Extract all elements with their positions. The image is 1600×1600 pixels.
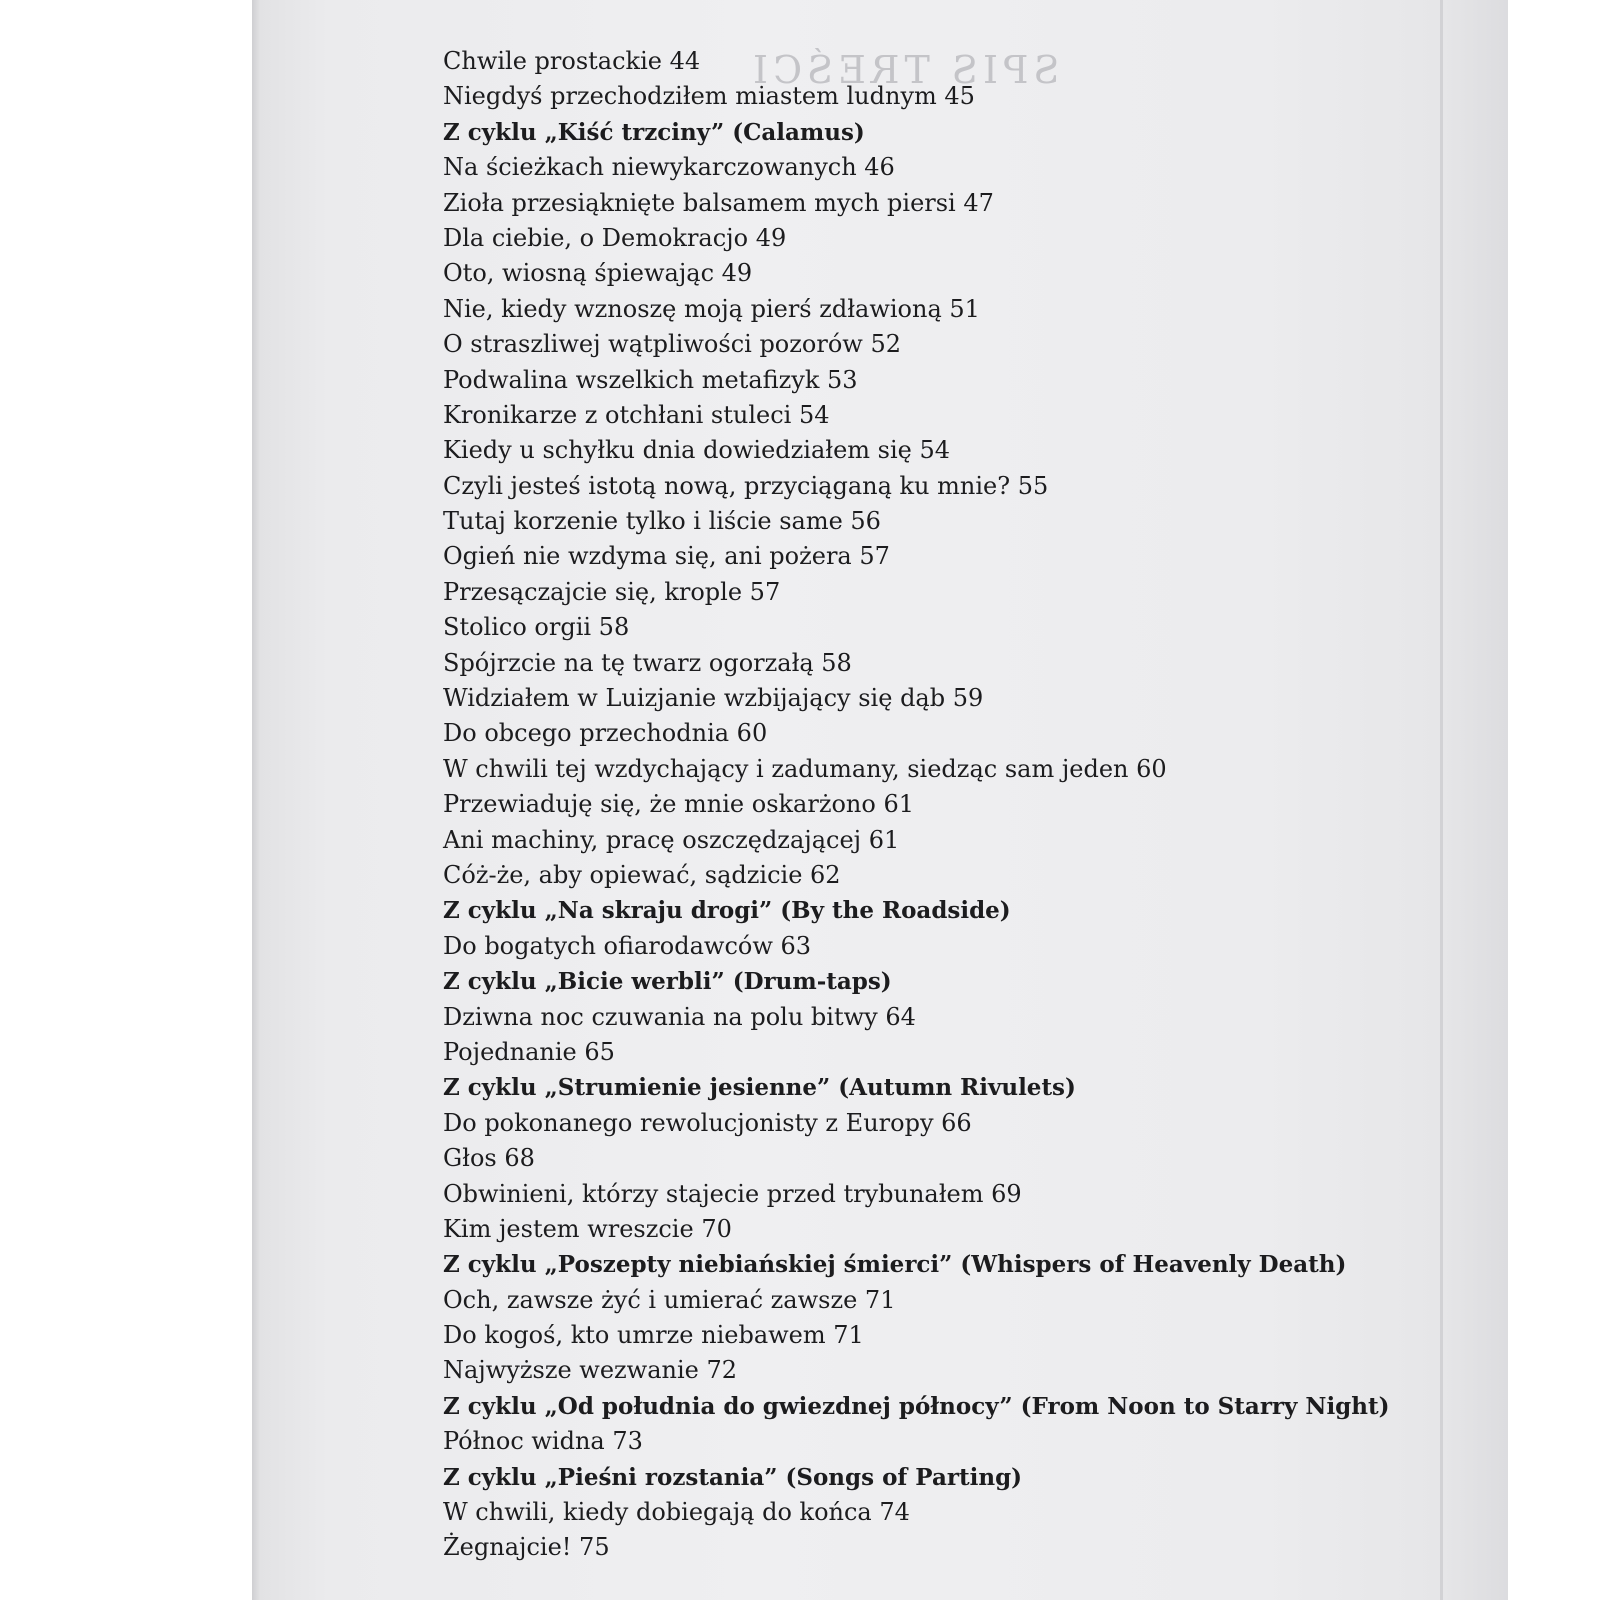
toc-entry: Do bogatych ofiarodawców 63 xyxy=(443,931,812,960)
toc-entry: Stolico orgii 58 xyxy=(443,613,630,642)
toc-entry: Widziałem w Luizjanie wzbijający się dąb 59 xyxy=(443,684,984,713)
toc-entry: Głos 68 xyxy=(443,1144,535,1173)
toc-entry: Dla ciebie, o Demokracjo 49 xyxy=(443,223,787,252)
toc-entry: Ani machiny, pracę oszczędzającej 61 xyxy=(443,825,900,854)
toc-entry: Do obcego przechodnia 60 xyxy=(443,719,768,748)
toc-entry: Nie, kiedy wznoszę moją pierś zdławioną 51 xyxy=(443,294,980,323)
toc-entry: Żegnajcie! 75 xyxy=(443,1533,610,1562)
toc-entry: Kronikarze z otchłani stuleci 54 xyxy=(443,400,830,429)
toc-entry: Przesączajcie się, krople 57 xyxy=(443,577,781,606)
table-of-contents xyxy=(443,44,1453,1566)
toc-cycle-heading: Z cyklu „Bicie werbli” (Drum-taps) xyxy=(443,968,892,996)
toc-entry: Najwyższe wezwanie 72 xyxy=(443,1356,738,1385)
toc-entry: Na ścieżkach niewykarczowanych 46 xyxy=(443,153,895,182)
toc-entry: Kiedy u schyłku dnia dowiedziałem się 54 xyxy=(443,436,951,465)
toc-entry: Przewiaduję się, że mnie oskarżono 61 xyxy=(443,790,914,819)
toc-entry: Zioła przesiąknięte balsamem mych piersi 47 xyxy=(443,188,994,217)
toc-entry: Północ widna 73 xyxy=(443,1427,643,1456)
toc-entry: Tutaj korzenie tylko i liście same 56 xyxy=(443,507,881,536)
toc-entry: Spójrzcie na tę twarz ogorzałą 58 xyxy=(443,648,852,677)
toc-cycle-heading: Z cyklu „Od południa do gwiezdnej północy” (From Noon to Starry Night) xyxy=(443,1392,1390,1420)
page-gutter-shadow xyxy=(252,0,260,1600)
toc-entry: O straszliwej wątpliwości pozorów 52 xyxy=(443,330,901,359)
toc-entry: Ogień nie wzdyma się, ani pożera 57 xyxy=(443,542,890,571)
toc-entry: Dziwna noc czuwania na polu bitwy 64 xyxy=(443,1002,916,1031)
toc-entry: Cóż-że, aby opiewać, sądzicie 62 xyxy=(443,860,841,889)
show-through-heading: SPIS TREŚCI xyxy=(748,48,1060,92)
toc-entry: Kim jestem wreszcie 70 xyxy=(443,1214,732,1243)
toc-cycle-heading: Z cyklu „Strumienie jesienne” (Autumn Rivulets) xyxy=(443,1074,1076,1102)
toc-cycle-heading: Z cyklu „Pieśni rozstania” (Songs of Parting) xyxy=(443,1463,1023,1491)
toc-entry: Czyli jesteś istotą nową, przyciąganą ku mnie? 55 xyxy=(443,471,1049,500)
toc-cycle-heading: Z cyklu „Na skraju drogi” (By the Roadside) xyxy=(443,897,1011,925)
toc-entry: Niegdyś przechodziłem miastem ludnym 45 xyxy=(443,82,975,111)
toc-entry: Podwalina wszelkich metafizyk 53 xyxy=(443,365,858,394)
toc-cycle-heading: Z cyklu „Kiść trzciny” (Calamus) xyxy=(443,118,865,146)
toc-entry: Obwinieni, którzy stajecie przed trybunałem 69 xyxy=(443,1179,1022,1208)
toc-entry: Do kogoś, kto umrze niebawem 71 xyxy=(443,1321,864,1350)
toc-entry: Oto, wiosną śpiewając 49 xyxy=(443,259,753,288)
toc-entry: W chwili, kiedy dobiegają do końca 74 xyxy=(443,1498,910,1527)
toc-entry: W chwili tej wzdychający i zadumany, siedząc sam jeden 60 xyxy=(443,754,1167,783)
toc-entry: Do pokonanego rewolucjonisty z Europy 66 xyxy=(443,1108,972,1137)
toc-entry: Och, zawsze żyć i umierać zawsze 71 xyxy=(443,1285,896,1314)
toc-entry: Chwile prostackie 44 xyxy=(443,47,701,75)
toc-cycle-heading: Z cyklu „Poszepty niebiańskiej śmierci” (Whispers of Heavenly Death) xyxy=(443,1251,1347,1279)
toc-entry: Pojednanie 65 xyxy=(443,1037,615,1066)
